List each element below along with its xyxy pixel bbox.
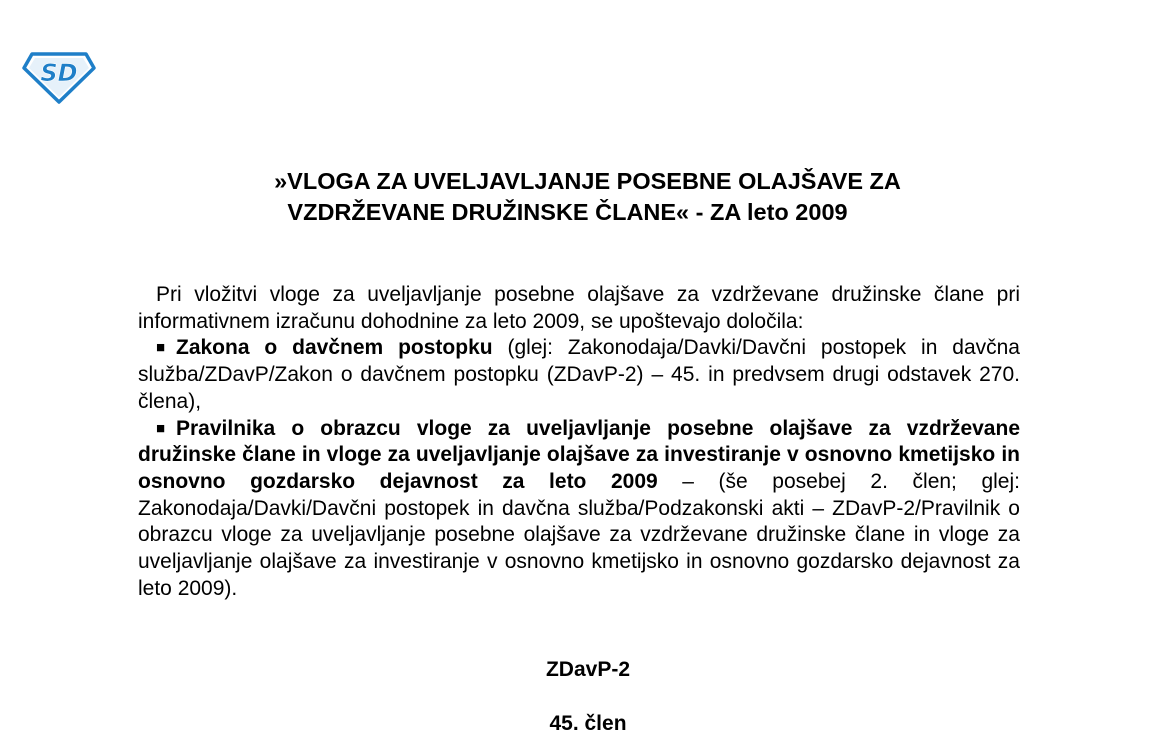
bullet-bold-text: Zakona o davčnem postopku (176, 336, 493, 360)
sd-diamond-logo-icon (22, 48, 96, 104)
document-title (0, 166, 1157, 228)
title-line-1: »VLOGA ZA UVELJAVLJANJE POSEBNE OLAJŠAVE ZA (274, 168, 901, 194)
document-body (138, 282, 1020, 602)
bullet-text: (glej: Zakonodaja/Davki/Davčni postopek in davčna služba/ZDavP/Zakon o davčnem postopku (ZDavP-2) – 45. in predvsem drugi odstavek 270. člena), (138, 336, 1020, 413)
law-heading: ZDavP-2 (545, 658, 631, 681)
title-line-2: VZDRŽEVANE DRUŽINSKE ČLANE« - ZA leto 2009 (287, 199, 848, 225)
bullet-text: – (še posebej 2. člen; glej: Zakonodaja/Davki/Davčni postopek in davčna služba/Podzakonski akti – ZDavP-2/Pravilnik o obrazcu vloge za uveljavljanje posebne olajšave za vzdrževane družinske člane in vloge za uveljavljanje olajšave za investiranje v osnovno kmetijsko in osnovno gozdarsko dejavnost za leto 2009). (138, 469, 1020, 600)
logo-text: SD (40, 59, 78, 87)
bullet-bold-text: Pravilnika o obrazcu vloge za uveljavljanje posebne olajšave za vzdrževane družinske člane in vloge za uveljavljanje olajšave za investiranje v osnovno kmetijsko in osnovno gozdarsko dejavnost za leto 2009 (138, 416, 1020, 493)
sd-logo (22, 48, 96, 104)
square-bullet-icon: ■ (156, 419, 166, 437)
bullet-item (138, 335, 1020, 415)
square-bullet-icon: ■ (156, 339, 166, 357)
bullet-item (138, 416, 1020, 603)
article-heading: 45. člen (549, 712, 627, 735)
intro-paragraph: Pri vložitvi vloge za uveljavljanje posebne olajšave za vzdrževane družinske člane pri informativnem izračunu dohodnine za leto 2009, se upoštevajo določila: (138, 283, 1020, 333)
